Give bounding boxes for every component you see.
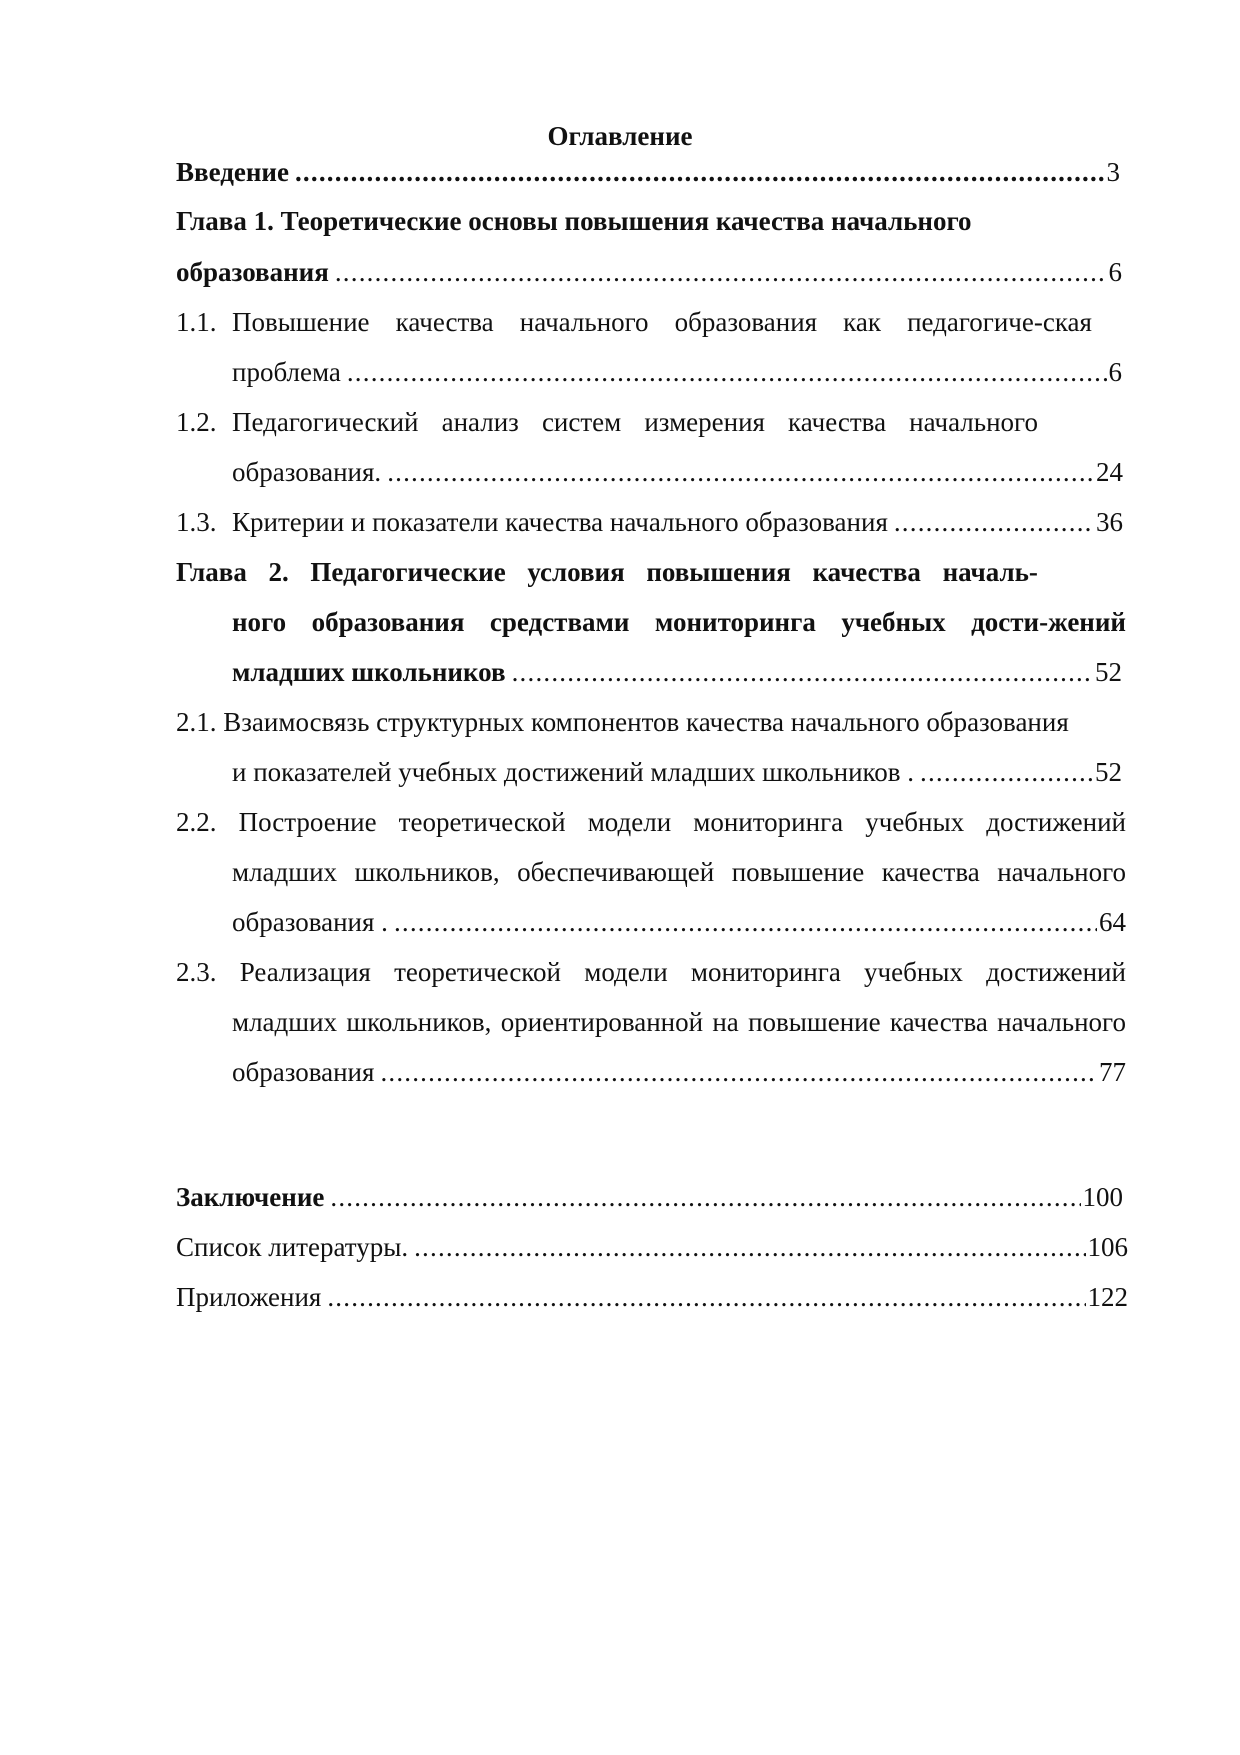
entry-title: образования — [232, 1057, 375, 1087]
word: школьников, — [346, 1007, 492, 1037]
justified-line — [232, 852, 1126, 892]
word: модели — [587, 807, 672, 837]
word: качества — [395, 307, 494, 337]
entry-title: Приложения — [176, 1282, 322, 1312]
word: Реализация — [239, 957, 371, 987]
page-number: 52 — [1095, 757, 1122, 787]
toc-entry-2-2[interactable] — [232, 902, 1126, 942]
word: 2.3. — [176, 957, 217, 987]
word: 2.2. — [176, 807, 217, 837]
page-number: 77 — [1099, 1057, 1126, 1087]
word: образования — [311, 607, 465, 637]
word: повышения — [646, 557, 791, 587]
word: дости-жений — [971, 607, 1126, 637]
word: как — [843, 307, 881, 337]
word: мониторинга — [690, 957, 841, 987]
word: качества — [881, 857, 980, 887]
toc-title: Оглавление — [547, 121, 693, 151]
word: обеспечивающей — [517, 857, 715, 887]
word: мониторинга — [654, 607, 816, 637]
entry-title: младших школьников — [232, 657, 506, 687]
word: условия — [527, 557, 625, 587]
word: мониторинга — [693, 807, 844, 837]
word: 2. — [268, 557, 289, 587]
toc-entry-2-2-line1[interactable] — [176, 802, 1126, 842]
entry-title: Заключение — [176, 1182, 325, 1212]
leader-dots — [327, 1277, 1085, 1317]
leader-dots — [295, 152, 1105, 192]
word: ориентированной — [500, 1007, 704, 1037]
toc-entry-1-3[interactable] — [232, 502, 1123, 542]
toc-entry-intro[interactable] — [176, 152, 1120, 192]
toc-entry-1-2-line1[interactable] — [232, 402, 1038, 442]
page-number: 122 — [1087, 1282, 1128, 1312]
toc-entry-2-3-line2[interactable] — [232, 1002, 1126, 1042]
word: началь- — [942, 557, 1038, 587]
word: Повышение — [232, 307, 370, 337]
word: школьников, — [354, 857, 500, 887]
word: достижений — [986, 957, 1126, 987]
justified-line — [232, 402, 1038, 442]
leader-dots — [512, 652, 1093, 692]
word: на — [712, 1007, 739, 1037]
leader-dots — [330, 1177, 1080, 1217]
toc-entry-1-1[interactable] — [232, 352, 1122, 392]
word: Педагогические — [310, 557, 506, 587]
toc-entry-chapter-2[interactable] — [232, 652, 1122, 692]
page-number: 24 — [1096, 457, 1123, 487]
entry-title: проблема — [232, 357, 341, 387]
word: Педагогический — [232, 407, 419, 437]
entry-title: Критерии и показатели качества начального образования — [232, 507, 888, 537]
toc-entry-chapter-2-line1[interactable] — [176, 552, 1038, 592]
leader-dots — [335, 252, 1107, 292]
word: Построение — [238, 807, 377, 837]
page-number: 100 — [1082, 1182, 1123, 1212]
toc-entry-2-2-line2[interactable] — [232, 852, 1126, 892]
leader-dots — [894, 502, 1094, 542]
leader-dots — [394, 902, 1097, 942]
toc-entry-chapter-2-line2[interactable] — [232, 602, 1126, 642]
leader-dots — [920, 752, 1093, 792]
toc-entry-chapter-1[interactable] — [176, 252, 1122, 292]
page-number: 106 — [1087, 1232, 1128, 1262]
word: начального — [519, 307, 649, 337]
word: измерения — [644, 407, 765, 437]
toc-entry-appendix[interactable] — [176, 1277, 1128, 1317]
word: младших — [232, 857, 338, 887]
word: педагогиче-ская — [907, 307, 1092, 337]
toc-entry-references[interactable] — [176, 1227, 1128, 1267]
justified-line — [232, 302, 1092, 342]
page-number: 64 — [1099, 907, 1126, 937]
entry-title: образования . — [232, 907, 388, 937]
entry-title: Введение — [176, 157, 289, 187]
word: начального — [997, 1007, 1126, 1037]
toc-entry-2-3-line1[interactable] — [176, 952, 1126, 992]
leader-dots — [347, 352, 1107, 392]
justified-line — [232, 1002, 1126, 1042]
word: теоретической — [394, 957, 561, 987]
word: средствами — [489, 607, 630, 637]
word: анализ — [441, 407, 519, 437]
toc-entry-chapter-1-line1[interactable]: Глава 1. Теоретические основы повышения качества начального — [176, 206, 972, 236]
word: теоретической — [398, 807, 566, 837]
word: качества — [889, 1007, 988, 1037]
leader-dots — [414, 1227, 1085, 1267]
word: модели — [584, 957, 668, 987]
entry-title: образования. — [232, 457, 382, 487]
section-number-1-2: 1.2. — [176, 407, 217, 437]
entry-title: образования — [176, 257, 329, 287]
justified-line — [176, 952, 1126, 992]
justified-line — [232, 602, 1126, 642]
page-number: 36 — [1096, 507, 1123, 537]
word: образования — [674, 307, 818, 337]
page-number: 6 — [1108, 257, 1122, 287]
word: качества — [788, 407, 887, 437]
word: повышение — [748, 1007, 881, 1037]
leader-dots — [387, 452, 1094, 492]
word: начального — [909, 407, 1038, 437]
word: младших — [232, 1007, 338, 1037]
page-number: 6 — [1108, 357, 1122, 387]
section-number-1-1: 1.1. — [176, 307, 217, 337]
word: учебных — [865, 807, 965, 837]
word: начального — [997, 857, 1126, 887]
word: ного — [232, 607, 287, 637]
toc-entry-2-1[interactable] — [232, 752, 1122, 792]
page-number: 52 — [1095, 657, 1122, 687]
word: Глава — [176, 557, 247, 587]
word: повышение — [731, 857, 865, 887]
toc-entry-2-1-line1[interactable]: 2.1. Взаимосвязь структурных компонентов качества начального образования — [176, 707, 1069, 737]
justified-line — [176, 802, 1126, 842]
justified-line — [176, 552, 1038, 592]
word: достижений — [986, 807, 1126, 837]
toc-entry-2-3[interactable] — [232, 1052, 1126, 1092]
section-number-1-3: 1.3. — [176, 507, 217, 537]
word: учебных — [864, 957, 963, 987]
toc-entry-1-2[interactable] — [232, 452, 1123, 492]
page-number: 3 — [1106, 157, 1120, 187]
entry-title: и показателей учебных достижений младших школьников . — [232, 757, 915, 787]
word: систем — [541, 407, 622, 437]
leader-dots — [380, 1052, 1097, 1092]
word: качества — [812, 557, 921, 587]
word: учебных — [841, 607, 946, 637]
entry-title: Список литературы. — [176, 1232, 409, 1262]
toc-entry-conclusion[interactable] — [176, 1177, 1123, 1217]
toc-entry-1-1-line1[interactable] — [232, 302, 1092, 342]
